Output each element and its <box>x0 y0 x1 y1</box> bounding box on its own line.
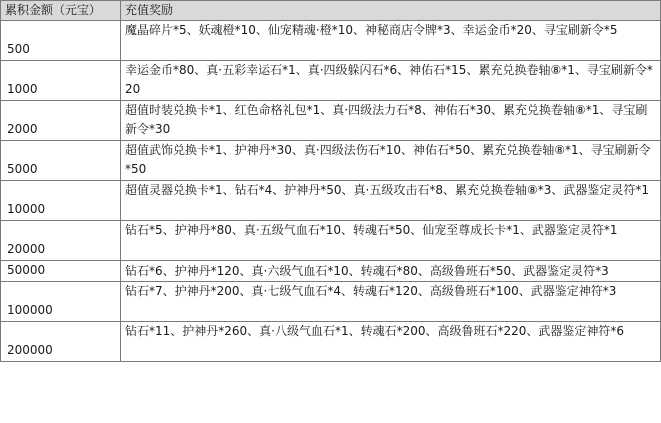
table-header-row <box>1 1 661 21</box>
amount-cell: 2000 <box>1 101 121 141</box>
reward-cell: 魔晶碎片*5、妖魂橙*10、仙宠精魂·橙*10、神秘商店令牌*3、幸运金币*20、寻宝刷新令*5 <box>121 21 661 61</box>
reward-cell: 钻石*11、护神丹*260、真·八级气血石*1、转魂石*200、高级鲁班石*220、武器鉴定神符*6 <box>121 322 661 362</box>
amount-cell: 20000 <box>1 221 121 261</box>
reward-cell: 钻石*6、护神丹*120、真·六级气血石*10、转魂石*80、高级鲁班石*50、武器鉴定灵符*3 <box>121 261 661 282</box>
table-row <box>1 21 661 61</box>
amount-cell: 5000 <box>1 141 121 181</box>
header-reward: 充值奖励 <box>121 1 661 21</box>
table-row <box>1 261 661 282</box>
table-row <box>1 322 661 362</box>
reward-cell: 钻石*7、护神丹*200、真·七级气血石*4、转魂石*120、高级鲁班石*100、武器鉴定神符*3 <box>121 282 661 322</box>
amount-cell: 50000 <box>1 261 121 282</box>
header-amount: 累积金额（元宝） <box>1 1 121 21</box>
amount-cell: 200000 <box>1 322 121 362</box>
amount-cell: 10000 <box>1 181 121 221</box>
table-row <box>1 61 661 101</box>
amount-cell: 500 <box>1 21 121 61</box>
reward-cell: 钻石*5、护神丹*80、真·五级气血石*10、转魂石*50、仙宠至尊成长卡*1、武器鉴定灵符*1 <box>121 221 661 261</box>
reward-cell: 超值武饰兑换卡*1、护神丹*30、真·四级法伤石*10、神佑石*50、累充兑换卷轴⑧*1、寻宝刷新令*50 <box>121 141 661 181</box>
amount-cell: 100000 <box>1 282 121 322</box>
reward-cell: 超值时装兑换卡*1、红色命格礼包*1、真·四级法力石*8、神佑石*30、累充兑换卷轴⑧*1、寻宝刷新令*30 <box>121 101 661 141</box>
table-row <box>1 101 661 141</box>
reward-cell: 幸运金币*80、真·五彩幸运石*1、真·四级躲闪石*6、神佑石*15、累充兑换卷轴⑧*1、寻宝刷新令*20 <box>121 61 661 101</box>
table-row <box>1 181 661 221</box>
table-row <box>1 141 661 181</box>
amount-cell: 1000 <box>1 61 121 101</box>
reward-cell: 超值灵器兑换卡*1、钻石*4、护神丹*50、真·五级攻击石*8、累充兑换卷轴⑧*3、武器鉴定灵符*1 <box>121 181 661 221</box>
table-row <box>1 221 661 261</box>
table-row <box>1 282 661 322</box>
